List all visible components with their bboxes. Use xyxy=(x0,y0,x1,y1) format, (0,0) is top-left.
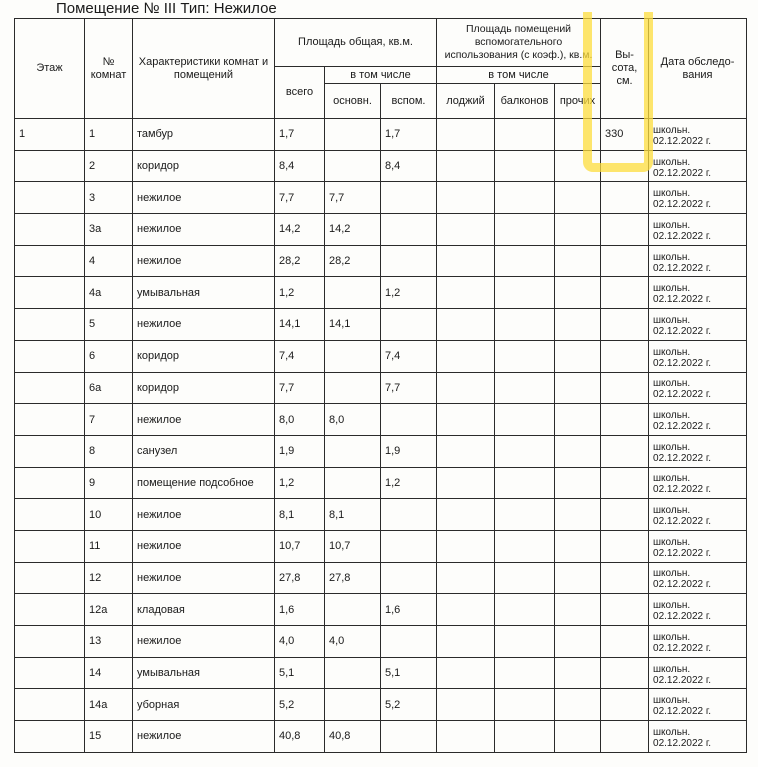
cell-floor xyxy=(15,214,85,246)
date-line-1: школьн. xyxy=(653,536,691,548)
date-header: Дата обследо-вания xyxy=(649,19,747,119)
date-line-1: школьн. xyxy=(653,695,691,707)
cell-main: 8,0 xyxy=(325,404,381,436)
balcony-header: балконов xyxy=(495,84,555,119)
cell-floor xyxy=(15,689,85,721)
cell-no: 4а xyxy=(85,277,133,309)
date-line-2: 02.12.2022 г. xyxy=(653,294,712,306)
date-line-2: 02.12.2022 г. xyxy=(653,389,712,401)
loggia-header: лоджий xyxy=(437,84,495,119)
cell-name: коридор xyxy=(133,372,275,404)
cell-main: 8,1 xyxy=(325,499,381,531)
cell-main: 4,0 xyxy=(325,626,381,658)
cell-name: нежилое xyxy=(133,530,275,562)
cell-main: 40,8 xyxy=(325,721,381,753)
table-row xyxy=(15,214,747,246)
cell-balcony xyxy=(495,435,555,467)
table-row xyxy=(15,530,747,562)
cell-floor xyxy=(15,721,85,753)
cell-floor xyxy=(15,340,85,372)
date-line-1: школьн. xyxy=(653,410,691,422)
cell-aux xyxy=(381,309,437,341)
cell-date xyxy=(649,277,747,309)
date-line-1: школьн. xyxy=(653,378,691,390)
cell-loggia xyxy=(437,214,495,246)
cell-loggia xyxy=(437,150,495,182)
cell-height: 330 xyxy=(601,119,649,151)
cell-aux: 1,2 xyxy=(381,277,437,309)
cell-name: умывальная xyxy=(133,277,275,309)
date-line-2: 02.12.2022 г. xyxy=(653,516,712,528)
cell-main xyxy=(325,119,381,151)
aux-area-header: Площадь помещений вспомогательного использования (с коэф.), кв.м. xyxy=(437,19,601,67)
cell-no: 9 xyxy=(85,467,133,499)
cell-name: умывальная xyxy=(133,657,275,689)
cell-floor xyxy=(15,499,85,531)
cell-no: 15 xyxy=(85,721,133,753)
cell-main xyxy=(325,689,381,721)
cell-loggia xyxy=(437,626,495,658)
cell-date xyxy=(649,404,747,436)
cell-other xyxy=(555,721,601,753)
cell-loggia xyxy=(437,340,495,372)
cell-other xyxy=(555,277,601,309)
cell-main: 28,2 xyxy=(325,245,381,277)
main-header: основн. xyxy=(325,84,381,119)
cell-total: 10,7 xyxy=(275,530,325,562)
cell-name: коридор xyxy=(133,340,275,372)
cell-other xyxy=(555,340,601,372)
cell-aux: 1,2 xyxy=(381,467,437,499)
cell-name: нежилое xyxy=(133,499,275,531)
cell-date xyxy=(649,467,747,499)
cell-total: 1,9 xyxy=(275,435,325,467)
table-row xyxy=(15,689,747,721)
cell-other xyxy=(555,404,601,436)
cell-loggia xyxy=(437,404,495,436)
cell-loggia xyxy=(437,562,495,594)
cell-other xyxy=(555,594,601,626)
date-line-2: 02.12.2022 г. xyxy=(653,642,712,654)
cell-date xyxy=(649,309,747,341)
cell-other xyxy=(555,309,601,341)
aux-header: вспом. xyxy=(381,84,437,119)
cell-date xyxy=(649,530,747,562)
table-row xyxy=(15,182,747,214)
table-row xyxy=(15,119,747,151)
cell-no: 8 xyxy=(85,435,133,467)
table-row xyxy=(15,340,747,372)
cell-other xyxy=(555,530,601,562)
cell-aux: 5,1 xyxy=(381,657,437,689)
cell-other xyxy=(555,150,601,182)
date-line-1: школьн. xyxy=(653,600,691,612)
cell-main xyxy=(325,372,381,404)
cell-height xyxy=(601,689,649,721)
cell-aux: 7,7 xyxy=(381,372,437,404)
cell-total: 40,8 xyxy=(275,721,325,753)
cell-date xyxy=(649,499,747,531)
cell-floor xyxy=(15,277,85,309)
cell-other xyxy=(555,372,601,404)
total-including-header: в том числе xyxy=(325,67,437,84)
cell-floor xyxy=(15,594,85,626)
date-line-1: школьн. xyxy=(653,314,691,326)
table-row xyxy=(15,721,747,753)
date-line-2: 02.12.2022 г. xyxy=(653,167,712,179)
cell-height xyxy=(601,435,649,467)
date-line-2: 02.12.2022 г. xyxy=(653,262,712,274)
floor-header: Этаж xyxy=(15,19,85,119)
room-no-header: № комнат xyxy=(85,19,133,119)
cell-main: 7,7 xyxy=(325,182,381,214)
cell-other xyxy=(555,657,601,689)
cell-name: нежилое xyxy=(133,626,275,658)
date-line-2: 02.12.2022 г. xyxy=(653,452,712,464)
cell-height xyxy=(601,721,649,753)
cell-other xyxy=(555,119,601,151)
cell-loggia xyxy=(437,119,495,151)
cell-name: санузел xyxy=(133,435,275,467)
cell-other xyxy=(555,626,601,658)
total-all-header: всего xyxy=(275,67,325,119)
cell-total: 1,2 xyxy=(275,467,325,499)
cell-date xyxy=(649,657,747,689)
cell-other xyxy=(555,499,601,531)
cell-height xyxy=(601,309,649,341)
cell-aux: 1,7 xyxy=(381,119,437,151)
cell-floor xyxy=(15,182,85,214)
cell-total: 8,4 xyxy=(275,150,325,182)
date-line-1: школьн. xyxy=(653,441,691,453)
cell-aux: 7,4 xyxy=(381,340,437,372)
cell-name: нежилое xyxy=(133,309,275,341)
cell-height xyxy=(601,277,649,309)
date-line-2: 02.12.2022 г. xyxy=(653,611,712,623)
page-title: Помещение № III Тип: Нежилое xyxy=(56,0,277,17)
cell-height xyxy=(601,340,649,372)
date-line-2: 02.12.2022 г. xyxy=(653,135,712,147)
cell-name: уборная xyxy=(133,689,275,721)
cell-aux: 1,6 xyxy=(381,594,437,626)
cell-other xyxy=(555,689,601,721)
date-line-1: школьн. xyxy=(653,505,691,517)
cell-no: 14а xyxy=(85,689,133,721)
cell-name: помещение подсобное xyxy=(133,467,275,499)
cell-main: 10,7 xyxy=(325,530,381,562)
cell-aux: 1,9 xyxy=(381,435,437,467)
cell-main: 14,2 xyxy=(325,214,381,246)
cell-total: 28,2 xyxy=(275,245,325,277)
cell-height xyxy=(601,467,649,499)
cell-balcony xyxy=(495,182,555,214)
cell-date xyxy=(649,214,747,246)
cell-height xyxy=(601,657,649,689)
cell-loggia xyxy=(437,530,495,562)
cell-no: 12 xyxy=(85,562,133,594)
cell-balcony xyxy=(495,562,555,594)
date-line-1: школьн. xyxy=(653,188,691,200)
cell-balcony xyxy=(495,594,555,626)
cell-loggia xyxy=(437,721,495,753)
cell-floor xyxy=(15,309,85,341)
cell-balcony xyxy=(495,721,555,753)
cell-balcony xyxy=(495,245,555,277)
cell-floor xyxy=(15,626,85,658)
cell-no: 1 xyxy=(85,119,133,151)
cell-loggia xyxy=(437,245,495,277)
cell-total: 7,7 xyxy=(275,182,325,214)
date-line-1: школьн. xyxy=(653,283,691,295)
cell-date xyxy=(649,119,747,151)
date-line-2: 02.12.2022 г. xyxy=(653,325,712,337)
date-line-1: школьн. xyxy=(653,124,691,136)
cell-balcony xyxy=(495,467,555,499)
cell-height xyxy=(601,150,649,182)
cell-height xyxy=(601,372,649,404)
date-line-1: школьн. xyxy=(653,568,691,580)
cell-loggia xyxy=(437,435,495,467)
cell-total: 1,2 xyxy=(275,277,325,309)
cell-balcony xyxy=(495,372,555,404)
cell-total: 1,6 xyxy=(275,594,325,626)
cell-date xyxy=(649,372,747,404)
cell-name: нежилое xyxy=(133,214,275,246)
date-line-2: 02.12.2022 г. xyxy=(653,706,712,718)
cell-no: 3 xyxy=(85,182,133,214)
cell-no: 10 xyxy=(85,499,133,531)
cell-floor xyxy=(15,562,85,594)
table-row xyxy=(15,657,747,689)
cell-name: кладовая xyxy=(133,594,275,626)
cell-aux xyxy=(381,214,437,246)
date-line-1: школьн. xyxy=(653,473,691,485)
characteristics-header: Характеристики комнат и помещений xyxy=(133,19,275,119)
date-line-2: 02.12.2022 г. xyxy=(653,547,712,559)
cell-no: 12а xyxy=(85,594,133,626)
cell-aux xyxy=(381,562,437,594)
cell-balcony xyxy=(495,119,555,151)
cell-floor xyxy=(15,404,85,436)
cell-balcony xyxy=(495,309,555,341)
cell-balcony xyxy=(495,277,555,309)
cell-total: 8,1 xyxy=(275,499,325,531)
cell-loggia xyxy=(437,499,495,531)
date-line-1: школьн. xyxy=(653,631,691,643)
cell-main xyxy=(325,467,381,499)
cell-total: 5,1 xyxy=(275,657,325,689)
cell-aux xyxy=(381,404,437,436)
cell-height xyxy=(601,404,649,436)
cell-name: нежилое xyxy=(133,404,275,436)
cell-total: 4,0 xyxy=(275,626,325,658)
cell-aux xyxy=(381,721,437,753)
cell-other xyxy=(555,214,601,246)
table-row xyxy=(15,467,747,499)
cell-no: 2 xyxy=(85,150,133,182)
date-line-2: 02.12.2022 г. xyxy=(653,484,712,496)
cell-date xyxy=(649,182,747,214)
date-line-1: школьн. xyxy=(653,346,691,358)
table-row xyxy=(15,309,747,341)
cell-name: нежилое xyxy=(133,245,275,277)
cell-balcony xyxy=(495,626,555,658)
cell-date xyxy=(649,562,747,594)
cell-date xyxy=(649,721,747,753)
table-row xyxy=(15,562,747,594)
cell-height xyxy=(601,626,649,658)
cell-main xyxy=(325,657,381,689)
cell-total: 7,7 xyxy=(275,372,325,404)
cell-no: 6а xyxy=(85,372,133,404)
cell-aux xyxy=(381,626,437,658)
cell-height xyxy=(601,594,649,626)
cell-other xyxy=(555,467,601,499)
cell-balcony xyxy=(495,150,555,182)
cell-floor xyxy=(15,150,85,182)
cell-name: нежилое xyxy=(133,182,275,214)
cell-aux xyxy=(381,245,437,277)
cell-main xyxy=(325,150,381,182)
cell-floor xyxy=(15,467,85,499)
cell-no: 7 xyxy=(85,404,133,436)
table-row xyxy=(15,372,747,404)
cell-main xyxy=(325,277,381,309)
cell-floor xyxy=(15,530,85,562)
cell-no: 5 xyxy=(85,309,133,341)
date-line-2: 02.12.2022 г. xyxy=(653,199,712,211)
cell-date xyxy=(649,594,747,626)
cell-total: 1,7 xyxy=(275,119,325,151)
cell-total: 14,2 xyxy=(275,214,325,246)
cell-date xyxy=(649,626,747,658)
cell-loggia xyxy=(437,657,495,689)
cell-aux xyxy=(381,499,437,531)
date-line-2: 02.12.2022 г. xyxy=(653,357,712,369)
cell-height xyxy=(601,530,649,562)
date-line-1: школьн. xyxy=(653,726,691,738)
cell-main: 27,8 xyxy=(325,562,381,594)
date-line-1: школьн. xyxy=(653,219,691,231)
table-row xyxy=(15,277,747,309)
table-row xyxy=(15,594,747,626)
table-row xyxy=(15,245,747,277)
cell-floor xyxy=(15,245,85,277)
cell-name: нежилое xyxy=(133,562,275,594)
cell-floor xyxy=(15,372,85,404)
cell-height xyxy=(601,214,649,246)
height-header: Вы-сота, см. xyxy=(601,19,649,119)
cell-no: 14 xyxy=(85,657,133,689)
cell-loggia xyxy=(437,594,495,626)
cell-loggia xyxy=(437,309,495,341)
cell-balcony xyxy=(495,530,555,562)
cell-name: тамбур xyxy=(133,119,275,151)
cell-balcony xyxy=(495,657,555,689)
cell-loggia xyxy=(437,277,495,309)
cell-other xyxy=(555,435,601,467)
cell-balcony xyxy=(495,404,555,436)
cell-no: 13 xyxy=(85,626,133,658)
cell-loggia xyxy=(437,372,495,404)
cell-total: 5,2 xyxy=(275,689,325,721)
cell-date xyxy=(649,340,747,372)
cell-other xyxy=(555,182,601,214)
cell-date xyxy=(649,150,747,182)
cell-aux xyxy=(381,530,437,562)
cell-aux: 5,2 xyxy=(381,689,437,721)
cell-height xyxy=(601,245,649,277)
cell-main xyxy=(325,594,381,626)
total-area-header: Площадь общая, кв.м. xyxy=(275,19,437,67)
cell-total: 27,8 xyxy=(275,562,325,594)
cell-balcony xyxy=(495,689,555,721)
cell-name: нежилое xyxy=(133,721,275,753)
cell-date xyxy=(649,435,747,467)
cell-height xyxy=(601,499,649,531)
table-row xyxy=(15,404,747,436)
cell-no: 4 xyxy=(85,245,133,277)
cell-total: 14,1 xyxy=(275,309,325,341)
cell-aux xyxy=(381,182,437,214)
rooms-table xyxy=(14,18,747,753)
date-line-2: 02.12.2022 г. xyxy=(653,674,712,686)
cell-name: коридор xyxy=(133,150,275,182)
cell-date xyxy=(649,689,747,721)
cell-height xyxy=(601,562,649,594)
cell-floor: 1 xyxy=(15,119,85,151)
cell-other xyxy=(555,562,601,594)
cell-main xyxy=(325,340,381,372)
date-line-1: школьн. xyxy=(653,156,691,168)
date-line-1: школьн. xyxy=(653,663,691,675)
table-row xyxy=(15,150,747,182)
date-line-2: 02.12.2022 г. xyxy=(653,737,712,749)
cell-height xyxy=(601,182,649,214)
date-line-2: 02.12.2022 г. xyxy=(653,421,712,433)
table-row xyxy=(15,499,747,531)
cell-loggia xyxy=(437,467,495,499)
cell-no: 3а xyxy=(85,214,133,246)
cell-main xyxy=(325,435,381,467)
cell-total: 8,0 xyxy=(275,404,325,436)
cell-loggia xyxy=(437,689,495,721)
cell-aux: 8,4 xyxy=(381,150,437,182)
cell-balcony xyxy=(495,499,555,531)
date-line-2: 02.12.2022 г. xyxy=(653,230,712,242)
date-line-2: 02.12.2022 г. xyxy=(653,579,712,591)
cell-balcony xyxy=(495,214,555,246)
cell-balcony xyxy=(495,340,555,372)
cell-date xyxy=(649,245,747,277)
cell-floor xyxy=(15,657,85,689)
date-line-1: школьн. xyxy=(653,251,691,263)
table-row xyxy=(15,626,747,658)
cell-floor xyxy=(15,435,85,467)
aux-including-header: в том числе xyxy=(437,67,601,84)
cell-other xyxy=(555,245,601,277)
cell-no: 11 xyxy=(85,530,133,562)
other-header: прочих xyxy=(555,84,601,119)
cell-total: 7,4 xyxy=(275,340,325,372)
cell-loggia xyxy=(437,182,495,214)
cell-main: 14,1 xyxy=(325,309,381,341)
cell-no: 6 xyxy=(85,340,133,372)
table-row xyxy=(15,435,747,467)
